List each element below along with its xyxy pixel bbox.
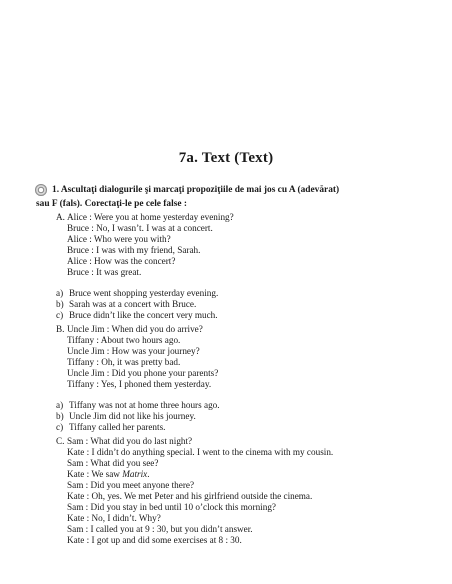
dialogue-label: B. — [56, 324, 65, 334]
dialogue-line — [56, 234, 234, 245]
statement-text: Bruce didn’t like the concert very much. — [69, 310, 218, 320]
speaker: Kate : — [67, 513, 90, 523]
speaker: Tiffany : — [67, 335, 99, 345]
dialogue-line — [56, 469, 333, 480]
statements-a — [56, 288, 218, 321]
speaker: Bruce : — [67, 223, 94, 233]
speaker: Kate : — [67, 469, 90, 479]
dialogue-line — [56, 524, 333, 535]
speaker: Alice : — [67, 256, 92, 266]
statement-text: Tiffany called her parents. — [69, 422, 166, 432]
exercise-instructions — [36, 183, 416, 211]
dialogue-label: C. — [56, 436, 65, 446]
dialogue-line — [56, 357, 218, 368]
dialogue-line — [56, 491, 333, 502]
speaker: Alice : — [67, 234, 92, 244]
dialogue-line — [56, 346, 218, 357]
dialogue-line — [56, 223, 234, 234]
dialogue-c — [56, 436, 333, 546]
dialogue-line — [56, 335, 218, 346]
speaker: Kate : — [67, 491, 90, 501]
statements-b — [56, 400, 220, 433]
instruction-line-2: sau F (fals). Corectaţi-le pe cele false : — [36, 199, 187, 209]
statement-letter: b) — [56, 411, 64, 421]
dialogue-line — [56, 324, 218, 335]
statement-text: Sarah was at a concert with Bruce. — [69, 299, 197, 309]
speaker: Uncle Jim : — [67, 346, 110, 356]
utterance: About two hours ago. — [100, 335, 181, 345]
utterance: No, I wasn’t. I was at a concert. — [96, 223, 213, 233]
speaker: Uncle Jim : — [67, 324, 110, 334]
statement — [56, 411, 220, 422]
dialogue-label: A. — [56, 212, 65, 222]
statement-text: Tiffany was not at home three hours ago. — [69, 400, 220, 410]
speaker: Bruce : — [67, 245, 94, 255]
utterance: Oh, it was pretty bad. — [101, 357, 181, 367]
speaker: Kate : — [67, 447, 90, 457]
statement — [56, 288, 218, 299]
utterance: Who were you with? — [93, 234, 171, 244]
statement — [56, 299, 218, 310]
utterance: We saw — [91, 469, 120, 479]
speaker: Tiffany : — [67, 379, 99, 389]
statement-letter: c) — [56, 310, 64, 320]
utterance: I called you at 9 : 30, but you didn’t answer. — [90, 524, 253, 534]
statement-text: Uncle Jim did not like his journey. — [69, 411, 196, 421]
instruction-line-1: Ascultaţi dialogurile şi marcaţi propoziţiile de mai jos cu A (adevărat) — [60, 185, 340, 195]
statement-letter: a) — [56, 400, 64, 410]
utterance: I was with my friend, Sarah. — [96, 245, 201, 255]
page-title: 7a. Text (Text) — [178, 150, 274, 166]
utterance: How was the concert? — [94, 256, 176, 266]
speaker: Sam : — [67, 458, 89, 468]
statement-letter: b) — [56, 299, 64, 309]
dialogue-line — [56, 245, 234, 256]
utterance: How was your journey? — [111, 346, 200, 356]
dialogue-line — [56, 458, 333, 469]
dialogue-b — [56, 324, 218, 390]
utterance: What did you do last night? — [90, 436, 193, 446]
dialogue-line — [56, 267, 234, 278]
utterance: Did you meet anyone there? — [90, 480, 195, 490]
punctuation: . — [147, 469, 150, 479]
dialogue-line — [56, 212, 234, 223]
speaker: Sam : — [67, 502, 89, 512]
speaker: Sam : — [67, 524, 89, 534]
dialogue-line — [56, 480, 333, 491]
film-title: Matrix — [122, 469, 148, 479]
statement — [56, 310, 218, 321]
utterance: No, I didn’t. Why? — [91, 513, 161, 523]
utterance: Yes, I phoned them yesterday. — [100, 379, 212, 389]
speaker: Kate : — [67, 535, 90, 545]
dialogue-line — [56, 379, 218, 390]
utterance: I got up and did some exercises at 8 : 30. — [91, 535, 242, 545]
utterance: Did you stay in bed until 10 o’clock this morning? — [90, 502, 276, 512]
dialogue-line — [56, 535, 333, 546]
dialogue-line — [56, 513, 333, 524]
exercise-number: 1. — [52, 185, 60, 195]
speaker: Bruce : — [67, 267, 94, 277]
utterance: What did you see? — [90, 458, 159, 468]
statement-letter: c) — [56, 422, 64, 432]
speaker: Tiffany : — [67, 357, 99, 367]
statement — [56, 400, 220, 411]
dialogue-line — [56, 256, 234, 267]
utterance: Oh, yes. We met Peter and his girlfriend outside the cinema. — [91, 491, 313, 501]
statement-text: Bruce went shopping yesterday evening. — [69, 288, 219, 298]
utterance: It was great. — [96, 267, 142, 277]
dialogue-line — [56, 436, 333, 447]
utterance: Were you at home yesterday evening? — [93, 212, 234, 222]
speaker: Sam : — [67, 480, 89, 490]
dialogue-a — [56, 212, 234, 278]
speaker: Alice : — [67, 212, 92, 222]
dialogue-line — [56, 502, 333, 513]
dialogue-line — [56, 368, 218, 379]
speaker: Uncle Jim : — [67, 368, 110, 378]
utterance: I didn’t do anything special. I went to the cinema with my cousin. — [91, 447, 334, 457]
utterance: Did you phone your parents? — [111, 368, 219, 378]
utterance: When did you do arrive? — [111, 324, 203, 334]
statement — [56, 422, 220, 433]
speaker: Sam : — [67, 436, 89, 446]
dialogue-line — [56, 447, 333, 458]
statement-letter: a) — [56, 288, 64, 298]
